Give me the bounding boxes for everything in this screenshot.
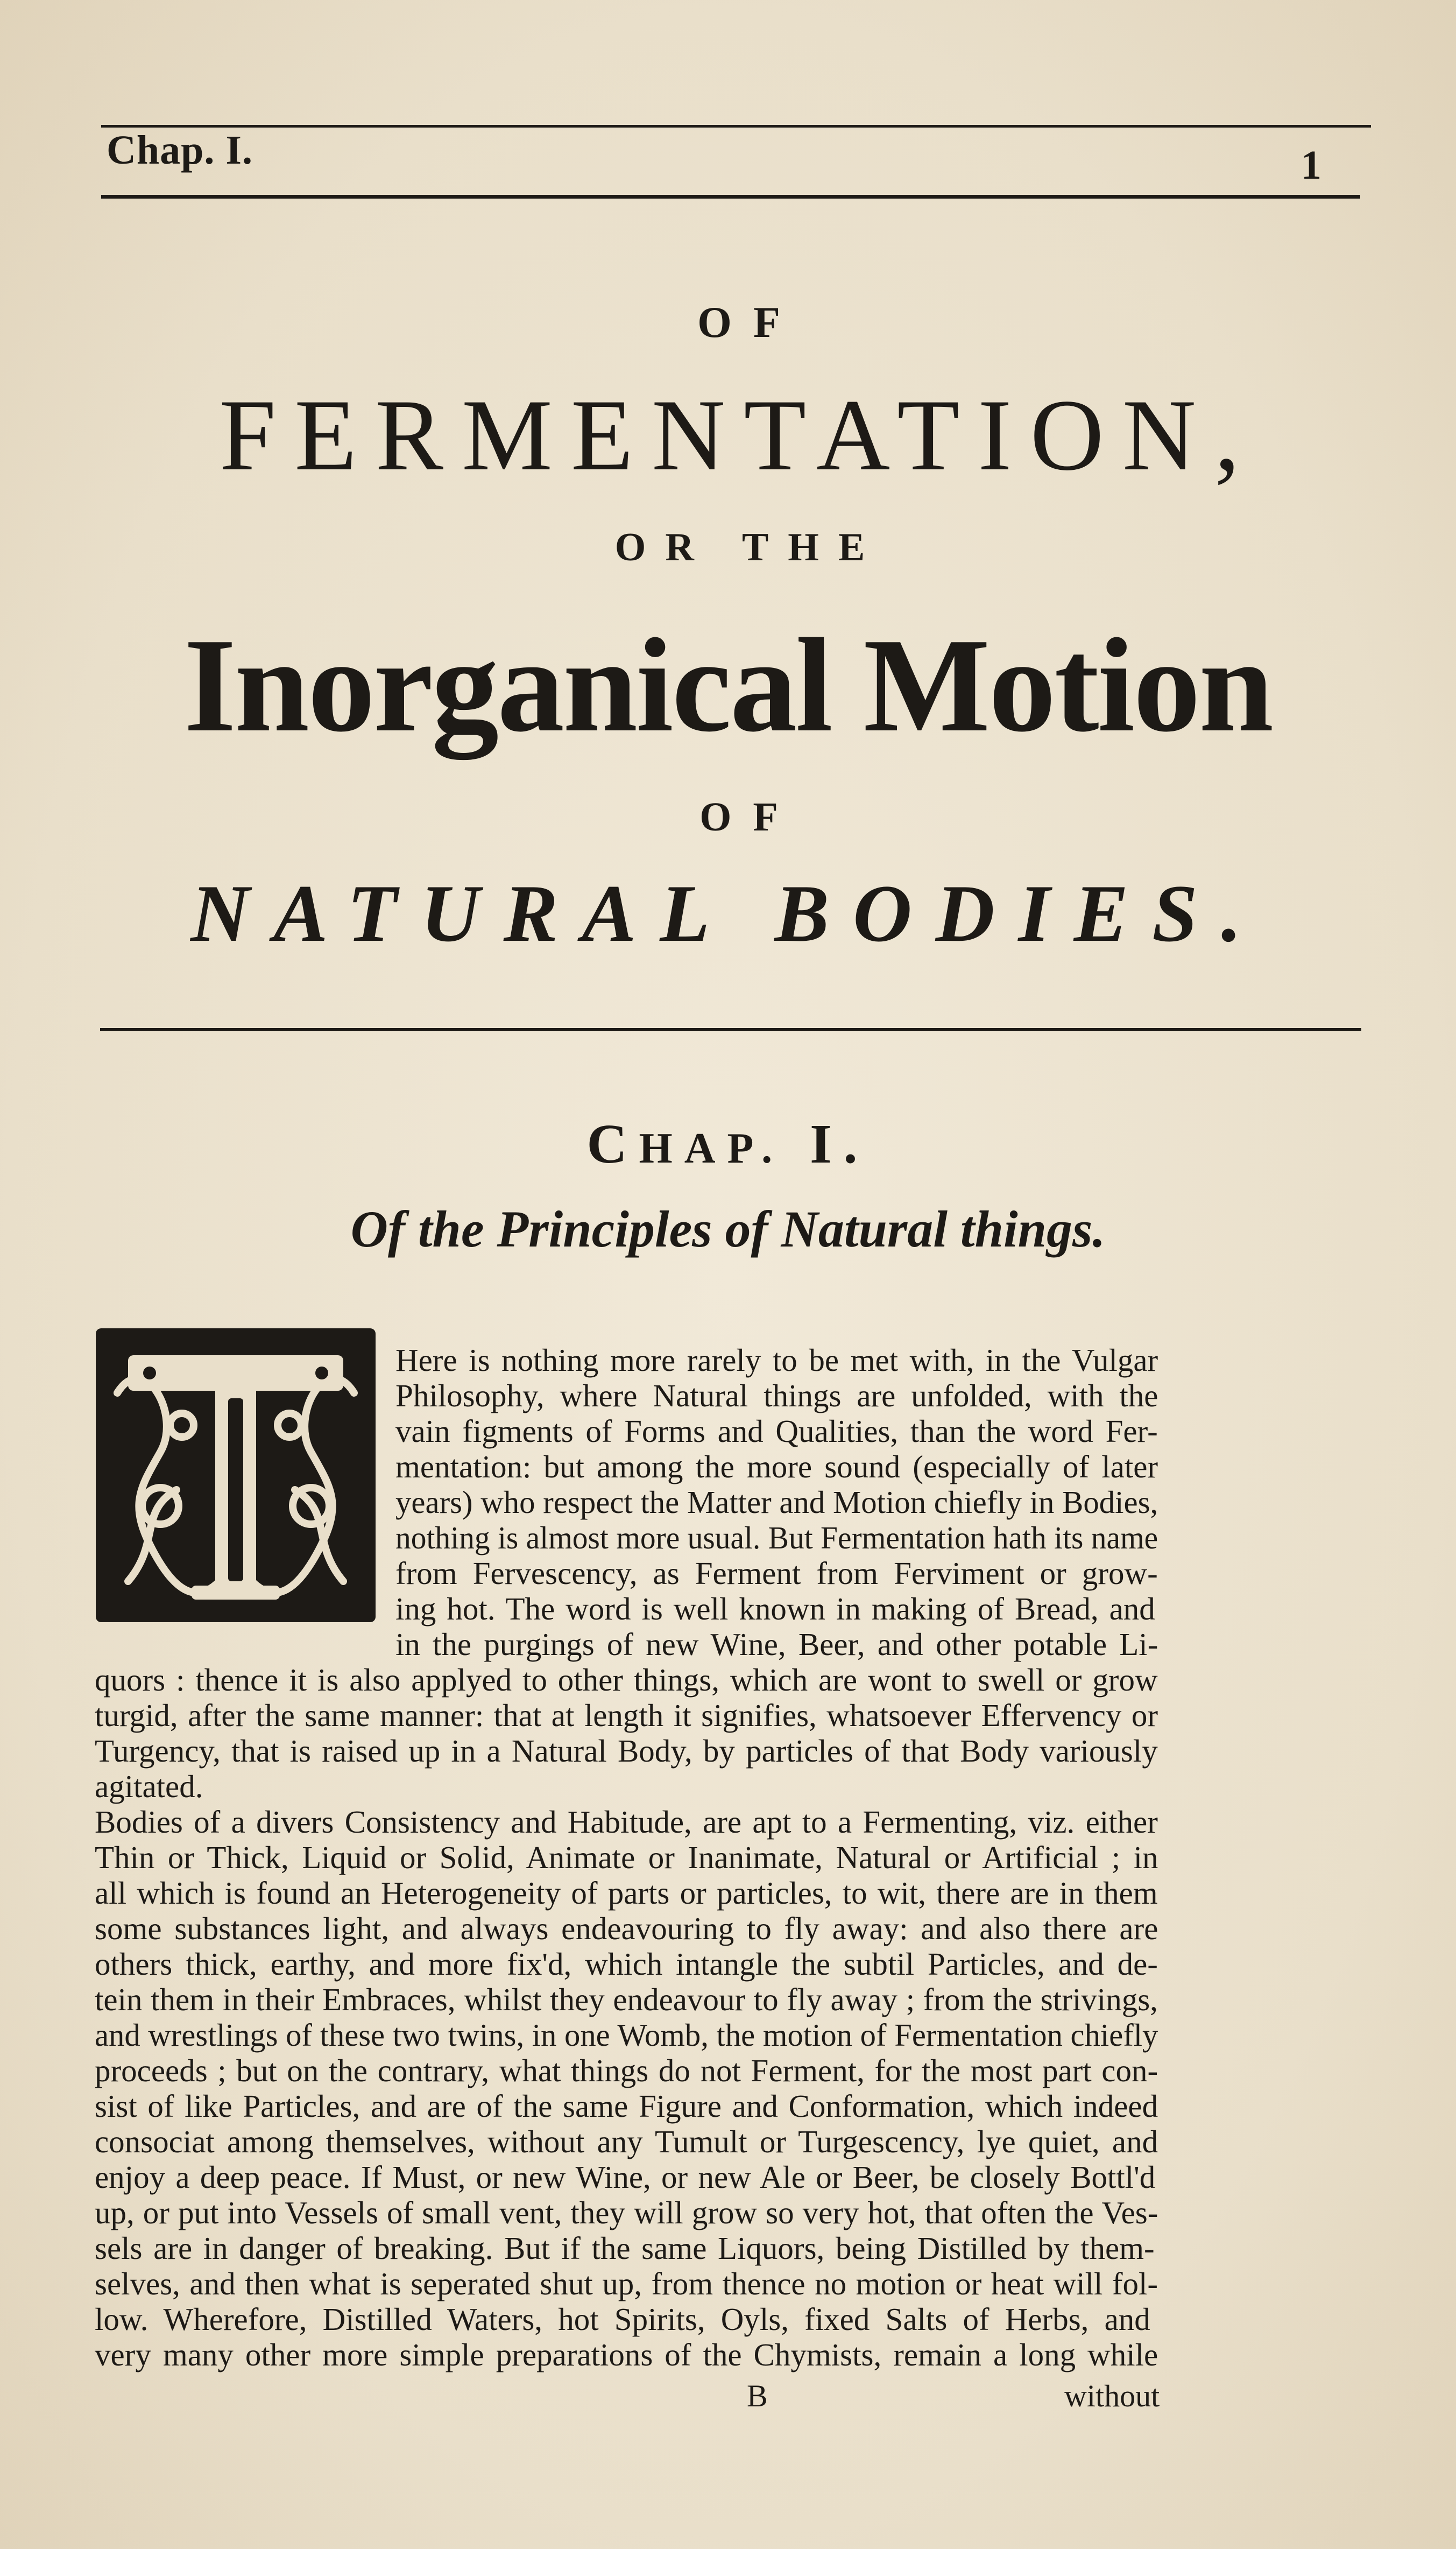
body-line: proceeds ; but on the contrary, what things do not Ferment, for the most part con- (95, 2053, 1158, 2088)
drop-cap-letter: T (234, 1386, 238, 1392)
body-line: from Fervescency, as Ferment from Ferviment or grow- (395, 1555, 1158, 1591)
body-line: tein them in their Embraces, whilst they endeavour to fly away ; from the strivings, (95, 1982, 1158, 2017)
body-line: nothing is almost more usual. But Fermentation hath its name (395, 1520, 1158, 1555)
body-line: turgid, after the same manner: that at length it signifies, whatsoever Effervency or (95, 1698, 1158, 1733)
title-or-the: OR THE (614, 525, 885, 569)
body-line: some substances light, and always endeavouring to fly away: and also there are (95, 1911, 1158, 1946)
body-line: up, or put into Vessels of small vent, they will grow so very hot, that often the Ves- (95, 2195, 1158, 2230)
body-line: consociat among themselves, without any Tumult or Turgescency, lye quiet, and (95, 2124, 1158, 2159)
body-line: and wrestlings of these two twins, in one Womb, the motion of Fermentation chiefly (95, 2017, 1158, 2053)
chapter-heading-initial: C (586, 1113, 639, 1175)
catchword: without (1064, 2378, 1160, 2413)
signature-mark: B (747, 2378, 768, 2413)
body-line: years) who respect the Matter and Motion chiefly in Bodies, (395, 1484, 1158, 1520)
body-line: Here is nothing more rarely to be met with, in the Vulgar (395, 1342, 1158, 1378)
title-of: OF (697, 298, 802, 347)
body-line: ing hot. The word is well known in making of Bread, and (395, 1591, 1155, 1626)
body-line: very many other more simple preparations of the Chymists, remain a long while (95, 2337, 1158, 2372)
title-of-2: OF (699, 794, 800, 840)
chapter-subtitle: Of the Principles of Natural things. (350, 1200, 1106, 1258)
title-separator-rule (100, 1028, 1361, 1031)
header-bottom-rule (101, 195, 1360, 199)
body-line: low. Wherefore, Distilled Waters, hot Spirits, Oyls, fixed Salts of Herbs, and (95, 2301, 1150, 2337)
body-line: vain figments of Forms and Qualities, than the word Fer- (395, 1413, 1158, 1449)
body-line: Turgency, that is raised up in a Natural Body, by particles of that Body variously (95, 1733, 1158, 1769)
title-natural-bodies: NATURAL BODIES. (190, 868, 1266, 959)
body-line: sels are in danger of breaking. But if the same Liquors, being Distilled by them- (95, 2230, 1155, 2266)
title-fermentation: FERMENTATION, (219, 379, 1259, 492)
body-line: others thick, earthy, and more fix'd, which intangle the subtil Particles, and de- (95, 1946, 1158, 1982)
body-line: Thin or Thick, Liquid or Solid, Animate or Inanimate, Natural or Artificial ; in (95, 1840, 1158, 1875)
drop-cap-ornament (96, 1328, 376, 1622)
title-inorganical-motion: Inorganical Motion (183, 611, 1273, 760)
body-line: all which is found an Heterogeneity of parts or particles, to wit, there are in them (95, 1875, 1158, 1911)
body-line: in the purgings of new Wine, Beer, and other potable Li- (395, 1626, 1158, 1662)
body-line: sist of like Particles, and are of the same Figure and Conformation, which indeed (95, 2088, 1158, 2124)
drop-cap-initial (96, 1328, 376, 1622)
chapter-heading-numeral: I. (810, 1113, 870, 1175)
page-number: 1 (1301, 143, 1321, 188)
header-top-rule (101, 125, 1371, 128)
body-line: Bodies of a divers Consistency and Habitude, are apt to a Fermenting, viz. either (95, 1804, 1158, 1840)
body-line: agitated. (95, 1769, 203, 1804)
body-line: Philosophy, where Natural things are unfolded, with the (395, 1378, 1158, 1413)
body-line: enjoy a deep peace. If Must, or new Wine, or new Ale or Beer, be closely Bottl'd (95, 2159, 1156, 2195)
body-line: quors : thence it is also applyed to other things, which are wont to swell or grow (95, 1662, 1158, 1698)
chapter-heading-rest: HAP. (639, 1125, 784, 1172)
running-head-chapter: Chap. I. (107, 128, 253, 173)
body-line: mentation: but among the more sound (especially of later (395, 1449, 1158, 1484)
chapter-heading (0, 1112, 1456, 1176)
body-line: selves, and then what is seperated shut up, from thence no motion or heat will fol- (95, 2266, 1158, 2301)
